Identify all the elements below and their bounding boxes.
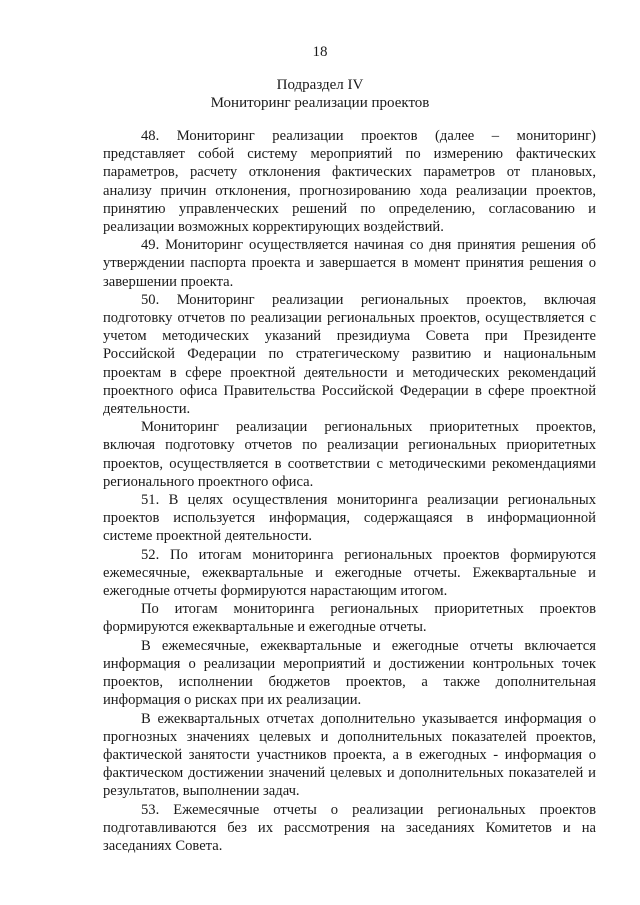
paragraph-51: 51. В целях осуществления мониторинга реализации региональных проектов используется информация, содержащаяся в информационной системе проектной деятельности. [103, 492, 596, 545]
paragraph-52-quarterly-details: В ежеквартальных отчетах дополнительно указывается информация о прогнозных значениях целевых и дополнительных показателей проектов, фактической занятости участников проекта, а в ежегодных - информация о фактическом достижении значений целевых и дополнительных показателей и результатов, выполнении задач. [103, 710, 596, 800]
paragraph-52-priority-projects: По итогам мониторинга региональных приоритетных проектов формируются ежеквартальные и ежегодные отчеты. [103, 601, 596, 636]
paragraph-52: 52. По итогам мониторинга региональных проектов формируются ежемесячные, ежеквартальные и ежегодные отчеты. Ежеквартальные и ежегодные отчеты формируются нарастающим итогом. [103, 546, 596, 600]
paragraph-50: 50. Мониторинг реализации региональных проектов, включая подготовку отчетов по реализации региональных проектов, осуществляется с учетом методических указаний президиума Совета при Президенте Российской Федерации по стратегическому развитию и национальным проектам в сфере проектной деятельности и методических рекомендаций проектного офиса Правительства Российской Федерации в сфере проектной деятельности. [103, 291, 596, 418]
paragraph-52-report-contents: В ежемесячные, ежеквартальные и ежегодные отчеты включается информация о реализации мероприятий и достижении контрольных точек проектов, исполнении бюджетов проектов, а также дополнительная информация о рисках при их реализации. [103, 637, 596, 709]
paragraph-50-continued: Мониторинг реализации региональных приоритетных проектов, включая подготовку отчетов по реализации региональных приоритетных проектов, осуществляется в соответствии с методическими рекомендациями регионального проектного офиса. [103, 419, 596, 490]
subsection-heading: Подраздел IV [276, 77, 364, 93]
paragraph-48: 48. Мониторинг реализации проектов (далее – мониторинг) представляет собой систему мероприятий по измерению фактических параметров, расчету отклонения фактических параметров от плановых, анализу причин отклонения, прогнозированию хода реализации проектов, принятию управленческих решений по определению, согласованию и реализации возможных корректирующих воздействий. [103, 128, 596, 236]
document-body [103, 127, 596, 855]
paragraph-49: 49. Мониторинг осуществляется начиная со дня принятия решения об утверждении паспорта проекта и завершается в момент принятия решения о завершении проекта. [103, 237, 596, 290]
paragraph-53: 53. Ежемесячные отчеты о реализации региональных проектов подготавливаются без их рассмотрения на заседаниях Комитетов и на заседаниях Совета. [103, 801, 596, 854]
page-number: 18 [312, 44, 328, 60]
section-title: Мониторинг реализации проектов [210, 95, 430, 111]
